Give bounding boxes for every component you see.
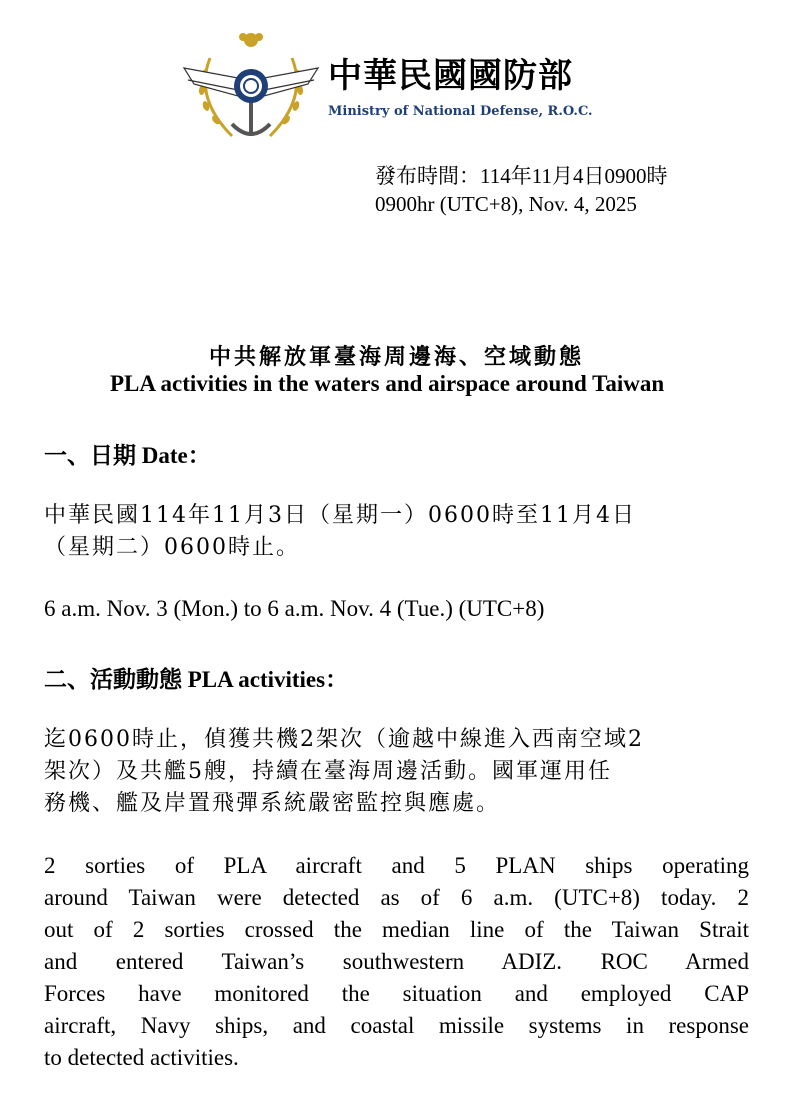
date-en-text: 6 a.m. Nov. 3 (Mon.) to 6 a.m. Nov. 4 (Tue.) (UTC+8) <box>44 596 545 621</box>
activities-zh-line: 迄0600時止，偵獲共機2架次（逾越中線進入西南空域2 <box>44 727 644 752</box>
activities-en-line: aircraft, Navy ships, and coastal missile systems in response <box>44 1013 749 1038</box>
activities-en-line: around Taiwan were detected as of 6 a.m. (UTC+8) today. 2 <box>44 885 749 910</box>
activities-en-line: out of 2 sorties crossed the median line of the Taiwan Strait <box>44 917 749 942</box>
date-zh-line: 中華民國114年11月3日（星期一）0600時至11月4日 <box>44 503 636 528</box>
date-zh-line: （星期二）0600時止。 <box>44 535 300 560</box>
page-title-en: PLA activities in the waters and airspace around Taiwan <box>110 371 665 396</box>
section-date-heading: 一、日期 Date： <box>44 443 211 468</box>
activities-zh-line: 架次）及共艦5艘，持續在臺海周邊活動。國軍運用任 <box>44 759 612 784</box>
page-title-zh: 中共解放軍臺海周邊海、空域動態 <box>208 344 584 370</box>
activities-en-line: Forces have monitored the situation and employed CAP <box>44 981 749 1006</box>
org-name-en: Ministry of National Defense, R.O.C. <box>328 104 593 119</box>
activities-en-line: and entered Taiwan’s southwestern ADIZ. ROC Armed <box>44 949 749 974</box>
section-activities-heading: 二、活動動態 PLA activities： <box>44 667 349 692</box>
activities-en-line: to detected activities. <box>44 1045 239 1070</box>
org-name-zh: 中華民國國防部 <box>328 56 573 96</box>
release-time-zh: 發布時間：114年11月4日0900時 <box>375 164 668 188</box>
activities-zh-line: 務機、艦及岸置飛彈系統嚴密監控與應處。 <box>44 791 501 816</box>
release-time-en: 0900hr (UTC+8), Nov. 4, 2025 <box>375 192 637 216</box>
activities-en-line: 2 sorties of PLA aircraft and 5 PLAN ships operating <box>44 853 749 878</box>
mnd-emblem-icon <box>180 28 322 146</box>
